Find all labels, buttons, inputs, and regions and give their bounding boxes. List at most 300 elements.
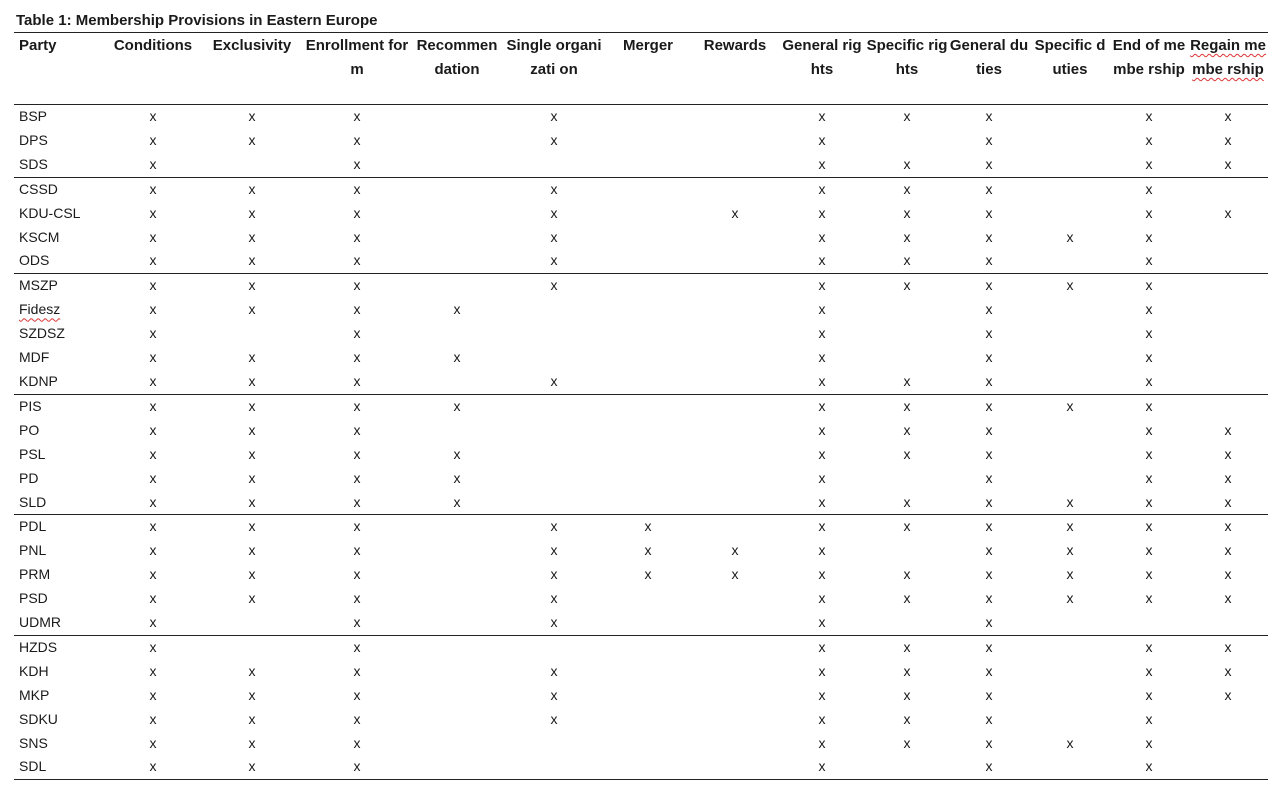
mark-cell: x <box>149 131 157 148</box>
mark-cell: x <box>818 349 826 366</box>
mark-cell <box>1030 708 1110 732</box>
mark-cell <box>604 660 692 684</box>
mark-cell: x <box>985 662 993 679</box>
mark-cell <box>410 226 504 250</box>
mark-cell <box>866 539 948 563</box>
mark-cell <box>504 322 604 346</box>
mark-cell: x <box>248 662 256 679</box>
mark-cell: x <box>948 274 1030 298</box>
mark-cell: x <box>818 542 826 559</box>
mark-cell: x <box>504 274 604 298</box>
table-row <box>14 153 1268 177</box>
mark-cell <box>504 419 604 443</box>
mark-cell: x <box>149 614 157 631</box>
column-header: General rights <box>778 33 866 105</box>
mark-cell: x <box>1030 274 1110 298</box>
party-cell: MDF <box>19 349 50 366</box>
mark-cell: x <box>149 349 157 366</box>
column-header: Regain membe rship <box>1188 33 1268 105</box>
mark-cell: x <box>353 228 361 245</box>
mark-cell: x <box>149 469 157 486</box>
column-header: Specific duties <box>1030 33 1110 105</box>
table-row <box>14 249 1268 273</box>
mark-cell <box>1030 129 1110 153</box>
mark-cell: x <box>731 566 739 583</box>
mark-cell <box>604 274 692 298</box>
column-header: Single organizati on <box>504 33 604 105</box>
mark-cell: x <box>550 204 558 221</box>
mark-cell <box>504 491 604 515</box>
party-cell: MKP <box>19 686 50 703</box>
mark-cell <box>504 635 604 659</box>
mark-cell: x <box>1066 228 1074 245</box>
mark-cell: x <box>1145 590 1153 607</box>
mark-cell: x <box>818 469 826 486</box>
mark-cell: x <box>200 105 304 129</box>
party-cell: KDU-CSL <box>19 204 81 221</box>
column-header: Party <box>14 33 106 105</box>
mark-cell: x <box>985 710 993 727</box>
mark-cell: x <box>353 349 361 366</box>
mark-cell <box>410 611 504 635</box>
mark-cell: x <box>1224 204 1232 221</box>
mark-cell: x <box>453 493 461 510</box>
mark-cell: x <box>353 252 361 269</box>
table-row <box>14 322 1268 346</box>
mark-cell: x <box>1145 662 1153 679</box>
mark-cell: x <box>1145 204 1153 221</box>
mark-cell: x <box>985 155 993 172</box>
mark-cell: x <box>504 177 604 201</box>
mark-cell: x <box>1145 493 1153 510</box>
table-row <box>14 587 1268 611</box>
mark-cell: x <box>985 204 993 221</box>
table-row <box>14 563 1268 587</box>
mark-cell <box>604 611 692 635</box>
mark-cell: x <box>1066 734 1074 751</box>
mark-cell <box>1030 249 1110 273</box>
mark-cell <box>1030 105 1110 129</box>
mark-cell <box>604 322 692 346</box>
column-header: Recommen dation <box>410 33 504 105</box>
mark-cell <box>1030 467 1110 491</box>
mark-cell: x <box>453 445 461 462</box>
mark-cell: x <box>1145 566 1153 583</box>
mark-cell <box>692 611 778 635</box>
table-row <box>14 394 1268 418</box>
mark-cell: x <box>731 542 739 559</box>
mark-cell: x <box>353 493 361 510</box>
mark-cell: x <box>550 228 558 245</box>
mark-cell <box>692 177 778 201</box>
mark-cell: x <box>818 493 826 510</box>
table-row <box>14 491 1268 515</box>
mark-cell <box>1188 249 1268 273</box>
mark-cell: x <box>248 421 256 438</box>
mark-cell: x <box>985 445 993 462</box>
table-row <box>14 635 1268 659</box>
mark-cell <box>410 249 504 273</box>
mark-cell: x <box>248 566 256 583</box>
mark-cell: x <box>1030 515 1110 539</box>
mark-cell <box>1188 322 1268 346</box>
mark-cell: x <box>550 686 558 703</box>
mark-cell: x <box>1145 301 1153 318</box>
mark-cell: x <box>1224 131 1232 148</box>
mark-cell: x <box>550 131 558 148</box>
mark-cell: x <box>818 204 826 221</box>
party-cell: HZDS <box>14 635 106 659</box>
party-cell: MSZP <box>14 274 106 298</box>
party-cell: PNL <box>19 542 47 559</box>
mark-cell: x <box>1188 515 1268 539</box>
mark-cell <box>604 177 692 201</box>
mark-cell <box>410 755 504 779</box>
mark-cell: x <box>731 204 739 221</box>
mark-cell: x <box>948 394 1030 418</box>
mark-cell: x <box>304 274 410 298</box>
column-header: End of membe rship <box>1110 33 1188 105</box>
mark-cell <box>866 755 948 779</box>
mark-cell: x <box>149 493 157 510</box>
mark-cell: x <box>1224 445 1232 462</box>
mark-cell <box>866 467 948 491</box>
mark-cell: x <box>985 469 993 486</box>
mark-cell <box>692 394 778 418</box>
mark-cell: x <box>149 542 157 559</box>
party-cell: BSP <box>14 105 106 129</box>
mark-cell <box>692 660 778 684</box>
table-row <box>14 755 1268 779</box>
mark-cell: x <box>948 515 1030 539</box>
mark-cell: x <box>903 445 911 462</box>
mark-cell <box>604 346 692 370</box>
mark-cell <box>866 298 948 322</box>
mark-cell: x <box>248 301 256 318</box>
mark-cell: x <box>985 493 993 510</box>
mark-cell: x <box>985 614 993 631</box>
mark-cell: x <box>1224 155 1232 172</box>
mark-cell <box>504 153 604 177</box>
mark-cell <box>200 635 304 659</box>
mark-cell: x <box>903 372 911 389</box>
table-row <box>14 708 1268 732</box>
mark-cell: x <box>866 394 948 418</box>
mark-cell: x <box>985 301 993 318</box>
mark-cell: x <box>106 515 200 539</box>
mark-cell <box>692 274 778 298</box>
party-cell: PSL <box>19 445 46 462</box>
mark-cell <box>604 443 692 467</box>
mark-cell: x <box>985 131 993 148</box>
mark-cell: x <box>903 566 911 583</box>
mark-cell: x <box>985 590 993 607</box>
mark-cell: x <box>985 228 993 245</box>
mark-cell: x <box>1224 493 1232 510</box>
table-row <box>14 611 1268 635</box>
mark-cell: x <box>1066 493 1074 510</box>
mark-cell: x <box>818 686 826 703</box>
mark-cell: x <box>644 542 652 559</box>
party-cell: SLD <box>19 493 47 510</box>
mark-cell: x <box>818 252 826 269</box>
mark-cell: x <box>1145 542 1153 559</box>
mark-cell: x <box>353 421 361 438</box>
mark-cell: x <box>353 372 361 389</box>
mark-cell <box>410 660 504 684</box>
mark-cell <box>1030 370 1110 394</box>
mark-cell <box>692 587 778 611</box>
mark-cell: x <box>248 686 256 703</box>
mark-cell <box>604 249 692 273</box>
mark-cell: x <box>550 590 558 607</box>
mark-cell <box>410 202 504 226</box>
mark-cell <box>604 370 692 394</box>
mark-cell: x <box>410 394 504 418</box>
mark-cell: x <box>106 755 200 779</box>
mark-cell: x <box>1145 445 1153 462</box>
mark-cell <box>410 539 504 563</box>
column-header: Conditions <box>106 33 200 105</box>
mark-cell: x <box>866 177 948 201</box>
mark-cell <box>1188 274 1268 298</box>
mark-cell <box>692 105 778 129</box>
mark-cell: x <box>1145 349 1153 366</box>
column-header: Merger <box>604 33 692 105</box>
mark-cell: x <box>550 252 558 269</box>
mark-cell: x <box>1224 686 1232 703</box>
mark-cell <box>692 322 778 346</box>
mark-cell <box>604 129 692 153</box>
mark-cell: x <box>778 755 866 779</box>
mark-cell <box>410 177 504 201</box>
mark-cell <box>200 611 304 635</box>
mark-cell <box>1030 177 1110 201</box>
mark-cell: x <box>149 204 157 221</box>
table-body <box>14 105 1268 780</box>
party-cell: PO <box>19 421 40 438</box>
table-row <box>14 202 1268 226</box>
mark-cell: x <box>106 635 200 659</box>
party-cell: KDH <box>19 662 49 679</box>
mark-cell <box>604 587 692 611</box>
mark-cell: x <box>903 493 911 510</box>
mark-cell <box>1030 322 1110 346</box>
mark-cell: x <box>248 131 256 148</box>
mark-cell: x <box>1145 155 1153 172</box>
mark-cell: x <box>1066 542 1074 559</box>
mark-cell <box>604 491 692 515</box>
party-cell: Fidesz <box>19 301 61 318</box>
mark-cell <box>1188 226 1268 250</box>
party-cell: SZDSZ <box>19 325 65 342</box>
mark-cell: x <box>866 274 948 298</box>
table-row <box>14 129 1268 153</box>
mark-cell: x <box>200 274 304 298</box>
mark-cell: x <box>903 204 911 221</box>
party-cell: PRM <box>19 566 51 583</box>
mark-cell: x <box>149 301 157 318</box>
mark-cell <box>866 611 948 635</box>
mark-cell: x <box>778 177 866 201</box>
mark-cell: x <box>200 177 304 201</box>
mark-cell: x <box>1145 469 1153 486</box>
mark-cell: x <box>550 566 558 583</box>
mark-cell: x <box>866 635 948 659</box>
mark-cell <box>692 684 778 708</box>
mark-cell <box>692 515 778 539</box>
mark-cell <box>410 684 504 708</box>
mark-cell: x <box>149 686 157 703</box>
mark-cell <box>692 346 778 370</box>
mark-cell <box>504 467 604 491</box>
mark-cell <box>200 153 304 177</box>
mark-cell: x <box>1145 252 1153 269</box>
mark-cell: x <box>304 177 410 201</box>
table-header <box>14 33 1268 105</box>
mark-cell: x <box>353 131 361 148</box>
mark-cell: x <box>778 105 866 129</box>
mark-cell: x <box>818 590 826 607</box>
mark-cell <box>604 419 692 443</box>
party-cell: PD <box>19 469 39 486</box>
mark-cell: x <box>149 445 157 462</box>
mark-cell: x <box>248 349 256 366</box>
mark-cell: x <box>985 372 993 389</box>
mark-cell <box>604 105 692 129</box>
mark-cell <box>1030 660 1110 684</box>
table-row <box>14 467 1268 491</box>
mark-cell: x <box>903 686 911 703</box>
table-row <box>14 515 1268 539</box>
mark-cell: x <box>149 372 157 389</box>
mark-cell <box>692 298 778 322</box>
mark-cell: x <box>948 635 1030 659</box>
mark-cell: x <box>149 421 157 438</box>
mark-cell <box>410 419 504 443</box>
mark-cell: x <box>1145 686 1153 703</box>
mark-cell: x <box>353 204 361 221</box>
party-cell: UDMR <box>19 614 61 631</box>
mark-cell: x <box>106 274 200 298</box>
mark-cell: x <box>818 445 826 462</box>
mark-cell: x <box>818 131 826 148</box>
table-row <box>14 419 1268 443</box>
table-row <box>14 346 1268 370</box>
mark-cell: x <box>1145 734 1153 751</box>
mark-cell <box>1188 755 1268 779</box>
mark-cell: x <box>200 755 304 779</box>
mark-cell: x <box>985 734 993 751</box>
mark-cell <box>1030 298 1110 322</box>
mark-cell <box>1188 177 1268 201</box>
mark-cell: x <box>353 590 361 607</box>
mark-cell <box>410 563 504 587</box>
mark-cell: x <box>353 445 361 462</box>
mark-cell <box>410 732 504 756</box>
mark-cell: x <box>248 542 256 559</box>
mark-cell: x <box>106 105 200 129</box>
mark-cell <box>604 755 692 779</box>
mark-cell <box>410 587 504 611</box>
mark-cell: x <box>818 662 826 679</box>
mark-cell: x <box>948 105 1030 129</box>
mark-cell <box>604 394 692 418</box>
mark-cell <box>604 467 692 491</box>
mark-cell: x <box>948 177 1030 201</box>
column-header: General duties <box>948 33 1030 105</box>
mark-cell <box>692 732 778 756</box>
mark-cell <box>1188 611 1268 635</box>
mark-cell: x <box>353 686 361 703</box>
mark-cell: x <box>1224 421 1232 438</box>
table-row <box>14 105 1268 129</box>
mark-cell: x <box>550 614 558 631</box>
mark-cell <box>504 443 604 467</box>
mark-cell <box>1030 684 1110 708</box>
mark-cell: x <box>1145 421 1153 438</box>
table-row <box>14 684 1268 708</box>
table-row <box>14 274 1268 298</box>
mark-cell: x <box>1145 710 1153 727</box>
mark-cell: x <box>1110 755 1188 779</box>
column-header: Specific rights <box>866 33 948 105</box>
mark-cell: x <box>903 228 911 245</box>
mark-cell <box>692 708 778 732</box>
mark-cell: x <box>353 710 361 727</box>
mark-cell: x <box>248 734 256 751</box>
mark-cell: x <box>903 662 911 679</box>
mark-cell: x <box>149 734 157 751</box>
mark-cell <box>410 129 504 153</box>
mark-cell: x <box>248 252 256 269</box>
mark-cell <box>504 732 604 756</box>
mark-cell: x <box>304 394 410 418</box>
mark-cell: x <box>248 228 256 245</box>
mark-cell <box>692 635 778 659</box>
table-title: Table 1: Membership Provisions in Eastern Europe <box>16 12 378 29</box>
table-row <box>14 732 1268 756</box>
mark-cell: x <box>1188 635 1268 659</box>
mark-cell <box>604 732 692 756</box>
mark-cell <box>1030 153 1110 177</box>
mark-cell: x <box>149 325 157 342</box>
mark-cell: x <box>353 325 361 342</box>
mark-cell: x <box>1110 177 1188 201</box>
party-cell: SDL <box>14 755 106 779</box>
mark-cell: x <box>353 566 361 583</box>
mark-cell: x <box>248 469 256 486</box>
mark-cell <box>692 153 778 177</box>
mark-cell: x <box>1188 105 1268 129</box>
mark-cell <box>1030 755 1110 779</box>
mark-cell: x <box>353 542 361 559</box>
mark-cell: x <box>353 301 361 318</box>
mark-cell <box>866 129 948 153</box>
mark-cell: x <box>550 710 558 727</box>
mark-cell <box>692 491 778 515</box>
mark-cell <box>604 684 692 708</box>
mark-cell: x <box>304 105 410 129</box>
mark-cell <box>410 635 504 659</box>
mark-cell: x <box>1066 566 1074 583</box>
mark-cell <box>1030 443 1110 467</box>
mark-cell: x <box>1110 635 1188 659</box>
mark-cell: x <box>106 394 200 418</box>
mark-cell <box>692 443 778 467</box>
mark-cell <box>1030 202 1110 226</box>
mark-cell: x <box>948 755 1030 779</box>
